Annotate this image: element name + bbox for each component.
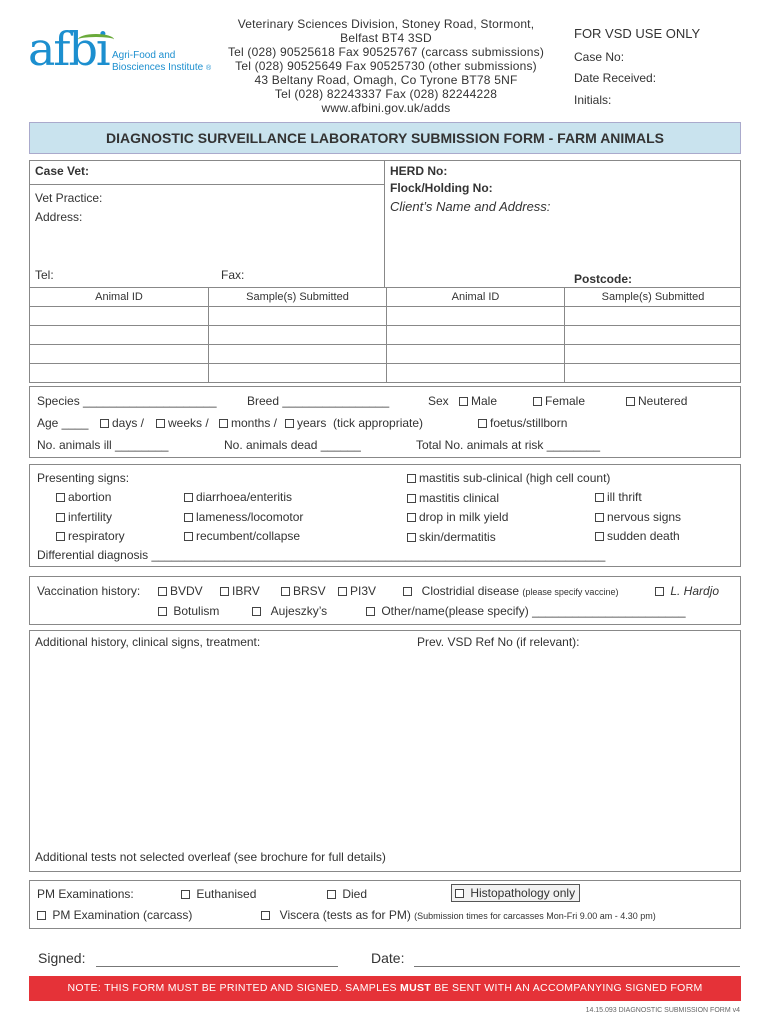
clostridial-checkbox[interactable]: Clostridial disease (please specify vaccine): [403, 584, 618, 598]
sign-checkbox-diarrhoea[interactable]: diarrhoea/enteritis: [184, 490, 292, 504]
sign-checkbox-drop[interactable]: drop in milk yield: [407, 510, 508, 524]
sex-label: Sex: [428, 394, 449, 408]
vsd-title: FOR VSD USE ONLY: [574, 26, 701, 41]
herd-no-field[interactable]: HERD No:: [390, 164, 448, 178]
samples-cell[interactable]: [565, 326, 741, 345]
breed-field[interactable]: Breed ________________: [247, 394, 390, 408]
years-checkbox[interactable]: years: [285, 416, 326, 430]
flock-no-field[interactable]: Flock/Holding No:: [390, 181, 493, 195]
fax-field[interactable]: Fax:: [221, 268, 245, 282]
postcode-field[interactable]: Postcode:: [574, 272, 633, 286]
pi3v-checkbox[interactable]: PI3V: [338, 584, 376, 598]
additional-tests-note: Additional tests not selected overleaf (see brochure for full details): [35, 850, 386, 864]
vaccination-label: Vaccination history:: [37, 584, 141, 598]
animal-table: [29, 288, 741, 383]
initials-label: Initials:: [574, 93, 612, 107]
address-block: [214, 17, 558, 115]
vet-practice-field[interactable]: Vet Practice:: [35, 191, 103, 205]
pm-carcass-checkbox[interactable]: PM Examination (carcass): [37, 908, 192, 922]
other-vaccine-checkbox[interactable]: Other/name(please specify) _______________________: [366, 604, 686, 618]
address-field[interactable]: Address:: [35, 210, 83, 224]
sign-checkbox-abortion[interactable]: abortion: [56, 490, 111, 504]
header-line: Tel (028) 90525618 Fax 90525767 (carcass submissions): [227, 45, 545, 59]
date-line[interactable]: [414, 966, 740, 967]
animal-id-cell[interactable]: [30, 345, 209, 364]
samples-cell[interactable]: [565, 364, 741, 383]
differential-diagnosis-field[interactable]: Differential diagnosis ____________________________________________________________________: [37, 548, 606, 562]
header-line: Tel (028) 90525649 Fax 90525730 (other submissions): [235, 59, 537, 73]
sign-checkbox-infertility[interactable]: infertility: [56, 510, 112, 524]
tel-field[interactable]: Tel:: [35, 268, 54, 282]
table-header: [387, 288, 565, 307]
sign-checkbox-nervous[interactable]: nervous signs: [595, 510, 681, 524]
history-box[interactable]: [29, 630, 741, 872]
weeks-checkbox[interactable]: weeks /: [156, 416, 209, 430]
form-title: DIAGNOSTIC SURVEILLANCE LABORATORY SUBMISSION FORM - FARM ANIMALS: [106, 130, 664, 146]
bvdv-checkbox[interactable]: BVDV: [158, 584, 203, 598]
species-field[interactable]: Species ____________________: [37, 394, 217, 408]
header-samples: Sample(s) Submitted: [246, 291, 349, 303]
samples-cell[interactable]: [565, 345, 741, 364]
table-header: [30, 288, 209, 307]
presenting-signs-title: Presenting signs:: [37, 471, 130, 485]
ibrv-checkbox[interactable]: IBRV: [220, 584, 260, 598]
samples-cell[interactable]: [209, 364, 387, 383]
male-label: Male: [471, 394, 498, 408]
samples-cell[interactable]: [209, 326, 387, 345]
animal-id-cell[interactable]: [30, 326, 209, 345]
signature-line[interactable]: [96, 966, 338, 967]
notice-bar: [29, 976, 741, 1001]
botulism-checkbox[interactable]: Botulism: [158, 604, 219, 618]
logo-line2: Biosciences Institute ®: [112, 62, 212, 73]
table-header: [565, 288, 741, 307]
samples-cell[interactable]: [565, 307, 741, 326]
date-received-label: Date Received:: [574, 71, 657, 85]
animals-at-risk-field[interactable]: Total No. animals at risk ________: [416, 438, 601, 452]
history-title: Additional history, clinical signs, treatment:: [35, 635, 261, 649]
animal-id-cell[interactable]: [387, 307, 565, 326]
client-name-field[interactable]: Client’s Name and Address:: [390, 199, 551, 214]
logo-swoosh: [78, 34, 114, 45]
header-animal-id: Animal ID: [95, 291, 143, 303]
sign-checkbox-mastitis[interactable]: mastitis sub-clinical (high cell count): [407, 471, 610, 485]
aujeszky-checkbox[interactable]: Aujeszky’s: [252, 604, 327, 618]
date-label: Date:: [371, 950, 405, 966]
died-checkbox[interactable]: Died: [327, 887, 367, 901]
sign-checkbox-respiratory[interactable]: respiratory: [56, 529, 125, 543]
male-checkbox[interactable]: [459, 394, 497, 408]
animal-id-cell[interactable]: [30, 364, 209, 383]
animal-id-cell[interactable]: [30, 307, 209, 326]
vet-details-box: [29, 160, 741, 288]
header-line: Belfast BT4 3SD: [340, 31, 432, 45]
sign-checkbox-lameness[interactable]: lameness/locomotor: [184, 510, 303, 524]
notice-text: NOTE: THIS FORM MUST BE PRINTED AND SIGNED. SAMPLES MUST BE SENT WITH AN ACCOMPANYING SIGNED FORM: [67, 982, 703, 994]
pm-title: PM Examinations:: [37, 887, 134, 901]
samples-cell[interactable]: [209, 345, 387, 364]
sign-checkbox-skin[interactable]: skin/dermatitis: [407, 530, 496, 544]
tick-note: (tick appropriate): [333, 416, 424, 430]
sign-checkbox-ill[interactable]: ill thrift: [595, 490, 642, 504]
signed-label: Signed:: [38, 950, 86, 966]
prev-vsd-ref-field[interactable]: Prev. VSD Ref No (if relevant):: [417, 635, 580, 649]
neutered-checkbox[interactable]: [626, 394, 687, 408]
logo-wordmark: afbi: [28, 22, 109, 76]
days-checkbox[interactable]: days /: [100, 416, 144, 430]
form-code: 14.15.093 DIAGNOSTIC SUBMISSION FORM v4: [585, 1007, 740, 1014]
table-header: [209, 288, 387, 307]
case-vet-field[interactable]: Case Vet:: [35, 164, 90, 178]
logo-line1: Agri-Food and: [112, 50, 176, 61]
header-line: Veterinary Sciences Division, Stoney Road, Stormont,: [237, 17, 535, 31]
female-checkbox[interactable]: [533, 394, 585, 408]
animal-id-cell[interactable]: [387, 364, 565, 383]
header-line: Tel (028) 82243337 Fax (028) 82244228: [274, 87, 498, 101]
case-no-label: Case No:: [574, 50, 625, 64]
case-vet-underline: [29, 184, 385, 185]
animal-id-cell[interactable]: [387, 326, 565, 345]
header-animal-id: Animal ID: [451, 291, 500, 303]
animals-dead-field[interactable]: No. animals dead ______: [224, 438, 361, 452]
sign-checkbox-mastitis[interactable]: mastitis clinical: [407, 491, 499, 505]
age-field[interactable]: Age ____: [37, 416, 89, 430]
months-checkbox[interactable]: months /: [219, 416, 277, 430]
header-line: 43 Beltany Road, Omagh, Co Tyrone BT78 5NF: [254, 73, 518, 87]
histopathology-checkbox[interactable]: Histopathology only: [451, 884, 580, 902]
foetus-checkbox[interactable]: foetus/stillborn: [478, 416, 567, 430]
samples-cell[interactable]: [209, 307, 387, 326]
hardjo-checkbox[interactable]: L. Hardjo: [655, 584, 719, 598]
website-link[interactable]: www.afbini.gov.uk/adds: [321, 101, 451, 115]
sign-checkbox-recumbent[interactable]: recumbent/collapse: [184, 529, 300, 543]
brsv-checkbox[interactable]: BRSV: [281, 584, 326, 598]
viscera-checkbox[interactable]: Viscera (tests as for PM) (Submission times for carcasses Mon-Fri 9.00 am - 4.30 pm): [261, 908, 656, 922]
animals-ill-field[interactable]: No. animals ill ________: [37, 438, 169, 452]
afbi-logo: [28, 22, 212, 88]
neutered-label: Neutered: [638, 394, 688, 408]
sign-checkbox-sudden[interactable]: sudden death: [595, 529, 680, 543]
female-label: Female: [545, 394, 586, 408]
form-title-bar: [29, 122, 741, 154]
euthanised-checkbox[interactable]: Euthanised: [181, 887, 256, 901]
vet-divider: [384, 160, 385, 288]
animal-id-cell[interactable]: [387, 345, 565, 364]
header-samples: Sample(s) Submitted: [601, 291, 705, 303]
